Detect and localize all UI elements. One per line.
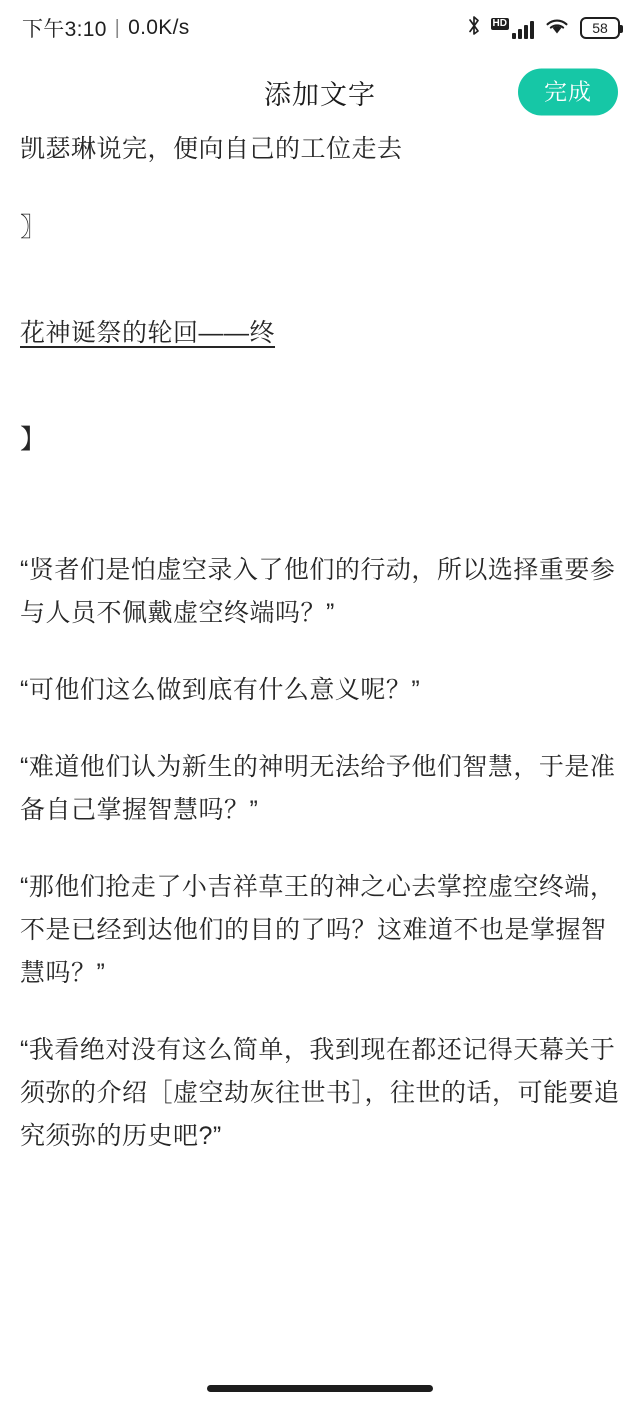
content-fade-mask	[0, 1319, 640, 1353]
navigation-bar	[0, 1353, 640, 1423]
status-bar-left	[22, 13, 190, 43]
wifi-icon	[544, 16, 570, 41]
signal-bars	[512, 19, 534, 39]
editor-paragraph[interactable]: “贤者们是怕虚空录入了他们的行动，所以选择重要参与人员不佩戴虚空终端吗？”	[20, 556, 616, 628]
status-bar	[0, 0, 640, 56]
battery-level: 58	[592, 20, 608, 36]
hd-badge: HD	[492, 17, 507, 29]
status-time: 下午3:10	[22, 18, 107, 41]
title-bar	[0, 56, 640, 128]
editor-paragraph[interactable]: 】	[20, 423, 47, 454]
bluetooth-icon	[467, 15, 481, 42]
text-editor-area[interactable]	[0, 128, 640, 1353]
page-title: 添加文字	[264, 79, 376, 110]
editor-paragraph[interactable]: “难道他们认为新生的神明无法给予他们智慧，于是准备自己掌握智慧吗？”	[20, 753, 616, 825]
home-indicator[interactable]	[207, 1385, 433, 1392]
editor-paragraph[interactable]: 〗	[20, 212, 47, 242]
editor-paragraph[interactable]: 花神诞祭的轮回——终	[20, 318, 276, 347]
battery-icon	[580, 17, 620, 39]
status-bar-right	[467, 15, 620, 42]
status-separator: |	[114, 16, 121, 39]
editor-paragraph[interactable]: “那他们抢走了小吉祥草王的神之心去掌控虚空终端，不是已经到达他们的目的了吗？这难道不也是掌握智慧吗？”	[20, 873, 616, 988]
editor-paragraph[interactable]: “可他们这么做到底有什么意义呢？”	[20, 676, 421, 705]
signal-bars-icon	[491, 18, 534, 39]
network-speed: 0.0K/s	[128, 16, 190, 39]
done-button[interactable]: 完成	[518, 69, 618, 116]
editor-paragraph[interactable]: 凯瑟琳说完，便向自己的工位走去	[20, 135, 403, 163]
editor-paragraph[interactable]: “我看绝对没有这么简单，我到现在都还记得天幕关于须弥的介绍［虚空劫灰往世书］，往世的话，可能要追究须弥的历史吧?”	[20, 1036, 620, 1151]
